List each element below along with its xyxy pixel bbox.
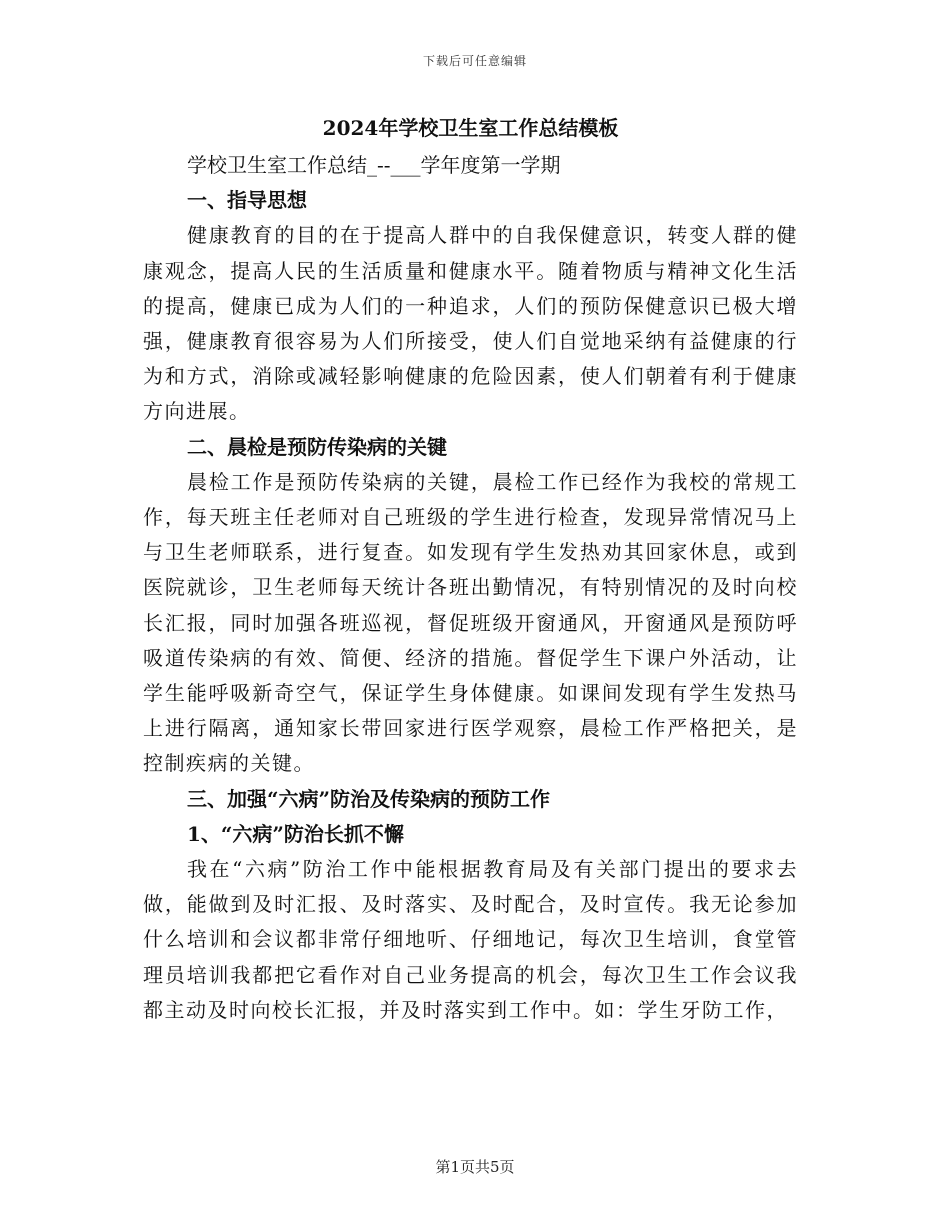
section-3-1-paragraph: 我在“六病”防治工作中能根据教育局及有关部门提出的要求去做，能做到及时汇报、及时落实、及时配合，及时宣传。我无论参加什么培训和会议都非常仔细地听、仔细地记，每次卫生培训，食堂管理员培训我都把它看作对自己业务提高的机会，每次卫生工作会议我都主动及时向校长汇报，并及时落实到工作中。如：学生牙防工作， [143,857,798,1022]
document-subtitle: 学校卫生室工作总结_--___学年度第一学期 [187,153,561,177]
section-1-heading: 一、指导思想 [187,188,307,213]
document-title: 2024年学校卫生室工作总结模板 [322,116,619,140]
document-body [143,112,798,1028]
page-header-note: 下载后可任意编辑 [422,54,527,68]
page-number: 第1页共5页 [435,1158,515,1176]
section-1-paragraph: 健康教育的目的在于提高人群中的自我保健意识，转变人群的健康观念，提高人民的生活质量和健康水平。随着物质与精神文化生活的提高，健康已成为人们的一种追求，人们的预防保健意识已极大增强，健康教育很容易为人们所接受，使人们自觉地采纳有益健康的行为和方式，消除或减轻影响健康的危险因素，使人们朝着有利于健康方向进展。 [143,223,798,424]
section-2-heading: 二、晨检是预防传染病的关键 [187,434,447,459]
section-2-paragraph: 晨检工作是预防传染病的关键，晨检工作已经作为我校的常规工作，每天班主任老师对自己班级的学生进行检查，发现异常情况马上与卫生老师联系，进行复查。如发现有学生发热劝其回家休息，或到医院就诊，卫生老师每天统计各班出勤情况，有特别情况的及时向校长汇报，同时加强各班巡视，督促班级开窗通风，开窗通风是预防呼吸道传染病的有效、简便、经济的措施。督促学生下课户外活动，让学生能呼吸新奇空气，保证学生身体健康。如课间发现有学生发热马上进行隔离，通知家长带回家进行医学观察，晨检工作严格把关，是控制疾病的关键。 [143,469,798,776]
section-3-1-heading: 1、“六病”防治长抓不懈 [187,821,404,846]
section-3-heading: 三、加强“六病”防治及传染病的预防工作 [187,786,551,811]
